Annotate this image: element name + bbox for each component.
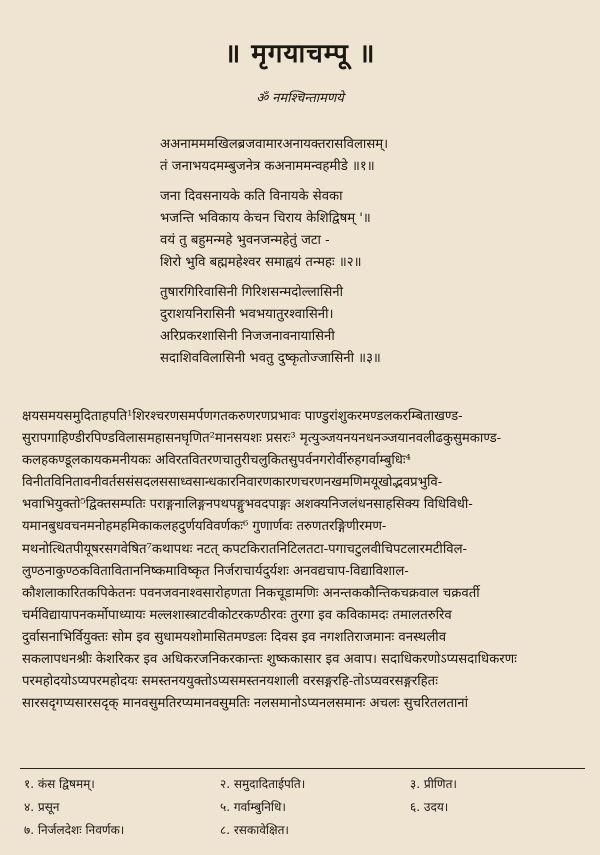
prose-line: कलहकण्डूलकायकमनीयकः अविरतवितरणचातुरीचलुकितसुपर्वनगरोर्वीरुहगर्वाम्बुधिः⁴	[22, 453, 411, 469]
prose-line: यमानबुधवचनमनोहमहमिकाकलहदुर्णयविवर्णकः⁶ गुणार्णवः तरुणतरङ्गिणीरमण-	[22, 519, 387, 535]
footnote: ३. प्रीणित।	[410, 777, 457, 791]
verse-line: भजन्ति भविकाय केचन चिराय केशिद्विषम् '॥	[160, 211, 371, 226]
footnote: ४. प्रसून	[24, 800, 60, 814]
verse-1	[160, 134, 560, 178]
footnote: ७. निर्जलदेशः निवर्णक।	[24, 823, 125, 837]
prose-line: चर्मविद्यायापनकर्मोपाध्यायः मल्लशास्त्राटवीकोटरकण्ठीरवः तुरगा इव कविकामदः तमालतरुरिव	[22, 607, 452, 623]
prose-line: सारसदृगप्यसारसदृक् मानवसुमतिरप्यमानवसुमतिः नलसमानोऽप्यनलसमानः अचलः सुचरितलतानां	[22, 696, 468, 712]
verse-line: अअनामममखिलब्रजवामारअनायक्तरासविलासम्।	[160, 137, 389, 152]
footnote: ८. रसकावेक्षित।	[220, 823, 289, 837]
verse-3	[160, 282, 560, 370]
footnote: ५. गर्वाम्बुनिधि।	[220, 800, 286, 814]
verse-2	[160, 186, 560, 274]
prose-line: परमहोदयोऽप्यपरमहोदयः समस्तनययुक्तोऽप्यसमस्तनयशाली वरसङ्गरहि-तोऽप्यवरसङ्गरहितः	[22, 674, 438, 690]
prose-line: लुण्ठनाकुण्ठकविताविताननिष्कमाविष्कृत निर्जराचार्यदुर्यशः अनवद्यचाप-विद्याविशाल-	[22, 563, 409, 579]
prose-line: कौशलाकारितकपिकेतनः पवनजवनाश्वसारोहणता निकचूडामणिः अनन्तककौन्तिकचक्रवाल चक्रवर्ती	[22, 585, 480, 601]
verse-line: सदाशिवविलासिनी भवतु दुष्कृतोज्जासिनी ॥३॥	[160, 351, 381, 366]
footnote-divider	[20, 768, 585, 769]
prose-line: सकलापधनश्रीः केशरिकर इव अधिकरजनिकरकान्तः शुष्ककासार इव अवाप। सदाधिकरणोऽप्यसदाधिकरणः	[22, 652, 517, 668]
verse-block	[160, 134, 560, 378]
prose-line: दुर्वासनाभिर्वियुक्तः सोम इव सुधामयशोमासितमण्डलः दिवस इव नगशतिराजमानः वनस्थलीव	[22, 629, 447, 645]
verse-line: तुषारगिरिवासिनी गिरिशसन्मदोल्लासिनी	[160, 285, 343, 300]
prose-line: भवाभियुक्तो⁵द्विक्तसम्पतिः पराङ्गनालिङ्गनपथपङ्गुभवदपाङ्गः अशक्यनिजलंधनसाहसिक्य विधिविधी-	[22, 497, 473, 513]
verse-line: अरिप्रकरशासिनी निजजनावनायासिनी	[160, 329, 335, 344]
prose-line: विनीतविनितावनीवर्तससंसदलससाध्वसान्धकारनिवारणकारणचरणनखमणिमयूखोद्भवप्रभुवि-	[22, 475, 443, 491]
page-title: ॥ मृगयाचम्पू ॥	[224, 39, 376, 69]
prose-paragraph	[22, 406, 587, 715]
footnotes	[24, 773, 584, 841]
verse-line: शिरो भुवि बह्ममहेश्वर समाह्वयं तन्महः ॥२॥	[160, 255, 362, 270]
prose-line: मथनोत्थितपीयूषरसगवेषित⁷कथापथः नटत् कपटकिरातनिटिलतटा-पगाचटुलवीचिपटलारमटीविल-	[22, 541, 467, 557]
footnote: १. कंस द्विषमम्।	[24, 777, 95, 791]
invocation-line: ॐ नमश्चिन्तामणये	[256, 91, 344, 106]
verse-line: जना दिवसनायके कति विनायके सेवका	[160, 189, 343, 204]
prose-line: क्षयसमयसमुदिताहपति¹शिरश्चरणसमर्पणगतकरुणरणप्रभावः पाण्डुरांशुकरमण्डलकरम्बिताखण्ड-	[22, 409, 463, 424]
prose-line: सुरापगाहिण्डीरपिण्डविलासमहासनघृणित²मानसयशः प्रसरः³ मृत्युञ्जयनयनधनञ्जयानवलीढकुसुमकाण्ड-	[22, 431, 502, 447]
verse-line: तं जनाभयदमम्बुजनेत्र कअनाममन्वहमीडे ॥१॥	[160, 159, 375, 174]
footnote: ६. उदय।	[410, 800, 449, 814]
verse-line: दुराशयनिरासिनी भवभयातुरश्वासिनी।	[160, 307, 334, 322]
footnote: २. समुदादिताईपति।	[220, 777, 306, 791]
verse-line: वयं तु बहुमन्महे भुवनजन्महेतुं जटा -	[160, 233, 330, 248]
